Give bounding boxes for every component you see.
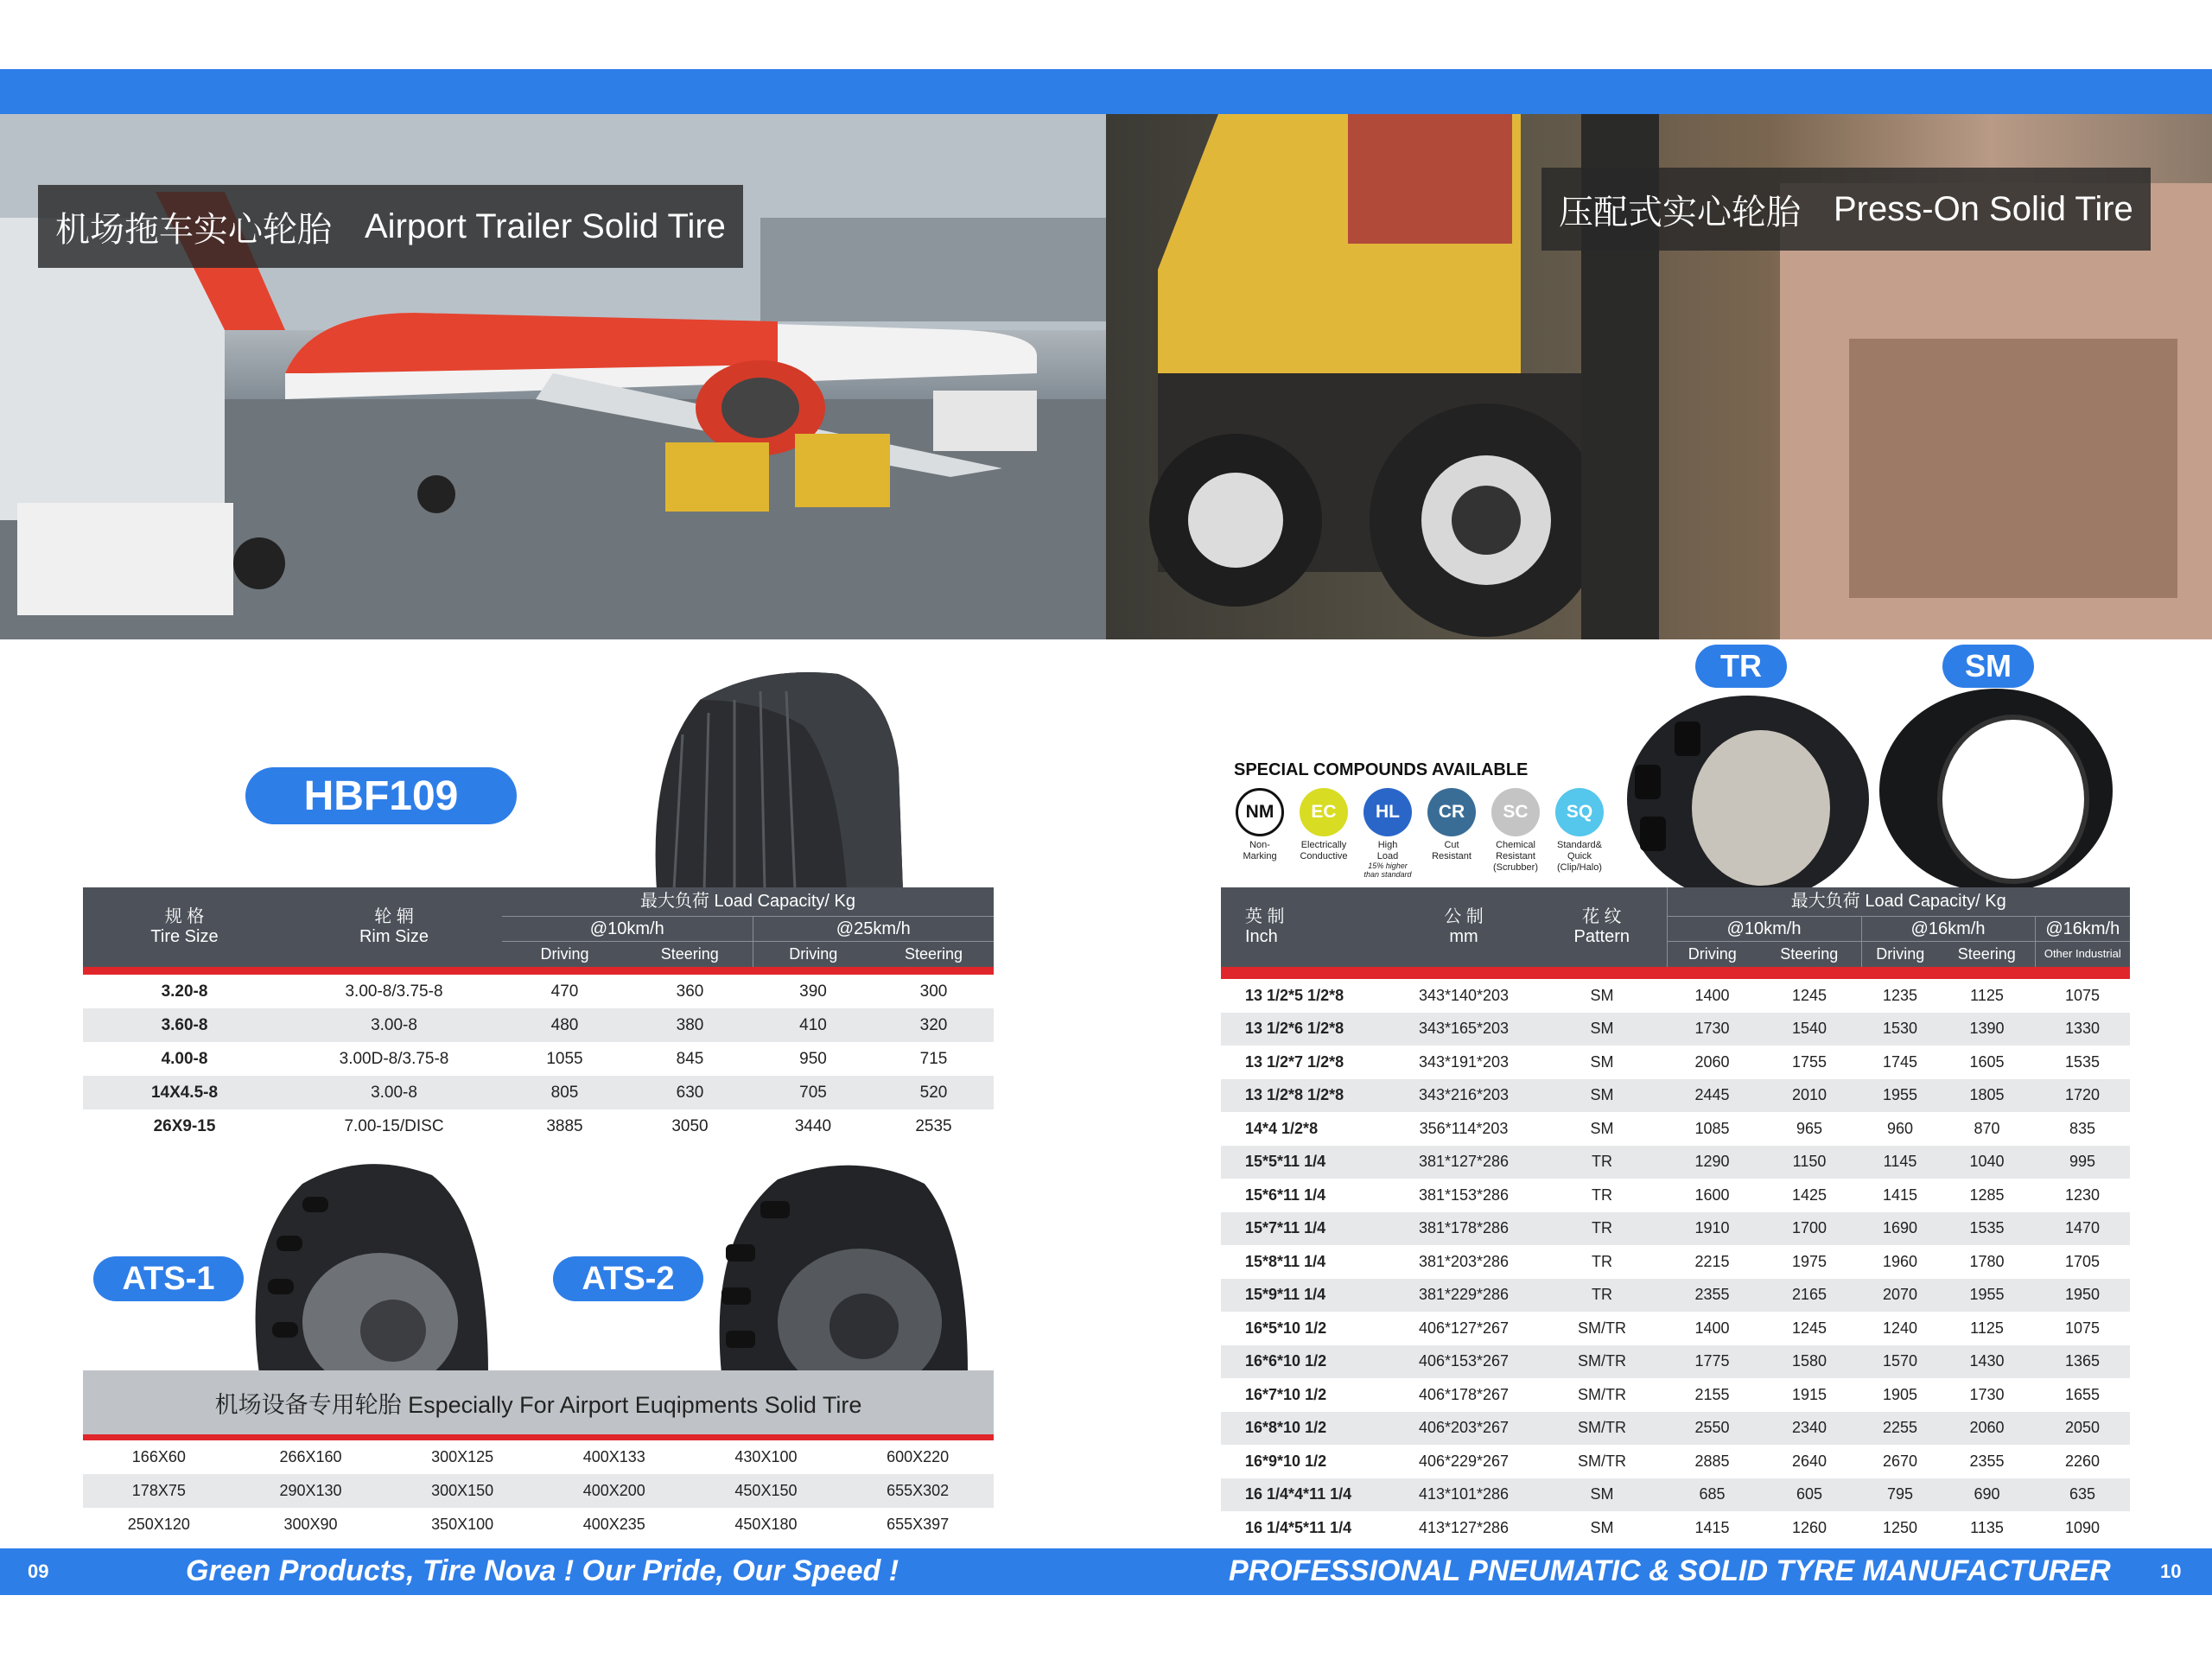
compound-badge: NM [1236, 788, 1284, 836]
table-cell: SM/TR [1537, 1345, 1667, 1379]
table-cell: SM [1590, 986, 1614, 1004]
table-cell: 3885 [546, 1116, 583, 1135]
table-cell: 381*178*286 [1390, 1212, 1537, 1246]
table-cell: 1230 [2065, 1185, 2101, 1204]
table-cell: 320 [874, 1008, 994, 1042]
table-cell: 1690 [1861, 1212, 1939, 1246]
table-cell: 1540 [1758, 1013, 1861, 1046]
airport-caption-en: Airport Trailer Solid Tire [365, 207, 726, 245]
table-row [1221, 1345, 2130, 1379]
table-cell: 380 [627, 1008, 753, 1042]
table-cell: 13 1/2*5 1/2*8 [1245, 986, 1344, 1004]
footer-band [0, 1548, 2212, 1595]
table-cell: 1075 [2065, 1319, 2101, 1337]
table-cell: 870 [1974, 1119, 2000, 1137]
table-cell: 406*178*267 [1418, 1385, 1510, 1403]
table-cell: 1580 [1758, 1345, 1861, 1379]
table-cell: SM [1537, 1013, 1667, 1046]
table-row [83, 1474, 994, 1508]
table-row [83, 1008, 994, 1042]
table-cell: 2340 [1758, 1412, 1861, 1446]
ats1-tire-image [242, 1158, 493, 1374]
compound-desc: Resistant [1432, 851, 1471, 862]
table-cell: 1290 [1667, 1146, 1758, 1179]
table-cell: 635 [2035, 1478, 2130, 1512]
table-cell: 3.00-8 [286, 1076, 502, 1109]
table-cell: 1775 [1667, 1345, 1758, 1379]
compound-ec [1298, 788, 1350, 862]
ats2-tire-image [709, 1158, 968, 1374]
table-cell: 655X397 [887, 1516, 950, 1533]
compound-desc: Resistant [1496, 851, 1535, 862]
table-cell: 1530 [1861, 1013, 1939, 1046]
table-cell: 2885 [1694, 1452, 1730, 1470]
table-cell: 2550 [1667, 1412, 1758, 1446]
table-row [83, 1109, 994, 1143]
table-cell: SM [1590, 1119, 1614, 1137]
table-cell: 300 [919, 982, 948, 1001]
table-cell: 2050 [2035, 1412, 2130, 1446]
table-cell: 1245 [1791, 1319, 1827, 1337]
col-driving: Driving [753, 942, 874, 967]
table-cell: 1905 [1882, 1385, 1918, 1403]
compound-badge: HL [1363, 788, 1412, 836]
table-cell: 1400 [1694, 1319, 1730, 1337]
page-number-left: 09 [28, 1560, 49, 1582]
table-cell: 16*9*10 1/2 [1245, 1452, 1327, 1470]
table-cell: 1600 [1694, 1185, 1730, 1204]
col-steering: Steering [1758, 942, 1861, 967]
table-row [1221, 1046, 2130, 1079]
table-cell: 2260 [2065, 1452, 2101, 1470]
col-steering: Steering [1939, 942, 2035, 967]
table-cell: 406*153*267 [1390, 1345, 1537, 1379]
table-cell: 1250 [1882, 1518, 1918, 1536]
table-cell: 15*9*11 1/4 [1221, 1279, 1390, 1313]
table-row [1221, 1378, 2130, 1412]
col-load-capacity: 最大负荷 Load Capacity/ Kg [1667, 887, 2130, 916]
table-cell: 2165 [1758, 1279, 1861, 1313]
sm-label: SM [1942, 645, 2034, 688]
table-cell: 290X130 [235, 1474, 387, 1508]
table-cell: 16 1/4*5*11 1/4 [1245, 1518, 1352, 1536]
slogan-left: Green Products, Tire Nova ! Our Pride, Our Speed ! [186, 1554, 899, 1587]
tr-tire-image [1623, 687, 1873, 894]
table-cell: 300X90 [283, 1516, 338, 1533]
table-row [83, 1440, 994, 1474]
hbf109-label: HBF109 [245, 767, 517, 824]
table-cell: 13 1/2*7 1/2*8 [1245, 1052, 1344, 1071]
table-cell: 343*165*203 [1390, 1013, 1537, 1046]
table-cell: 1125 [1970, 986, 2004, 1004]
table-cell: 795 [1861, 1478, 1939, 1512]
table-cell: 343*140*203 [1418, 986, 1510, 1004]
table-cell: 1260 [1791, 1518, 1827, 1536]
col-speed-10: @10km/h [1667, 916, 1861, 941]
table-cell: SM/TR [1578, 1452, 1626, 1470]
table-cell: 1755 [1791, 1052, 1827, 1071]
table-cell: 2070 [1861, 1279, 1939, 1313]
table-cell: 1425 [1791, 1185, 1827, 1204]
table-cell: 3.20-8 [161, 982, 208, 1001]
table-cell: 1245 [1791, 986, 1827, 1004]
hbf109-load-table [83, 887, 994, 1143]
table-cell: 1085 [1694, 1119, 1730, 1137]
table-cell: 480 [502, 1008, 627, 1042]
table-cell: 406*203*267 [1390, 1412, 1537, 1446]
table-cell: 685 [1667, 1478, 1758, 1512]
table-cell: 15*5*11 1/4 [1221, 1146, 1390, 1179]
table-cell: 1055 [546, 1049, 583, 1068]
equipment-title: 机场设备专用轮胎 Especially For Airport Euqipments Solid Tire [83, 1370, 994, 1434]
table-cell: 381*127*286 [1390, 1146, 1537, 1179]
compound-desc: Cut [1444, 840, 1459, 850]
equipment-size-table [83, 1434, 994, 1541]
table-cell: 1330 [2035, 1013, 2130, 1046]
col-inch: 英 制 Inch [1221, 887, 1390, 967]
table-cell: 266X160 [279, 1448, 342, 1465]
table-cell: 343*216*203 [1390, 1079, 1537, 1113]
table-cell: 390 [799, 982, 827, 1001]
table-cell: 300X150 [386, 1474, 538, 1508]
table-cell: 381*229*286 [1390, 1279, 1537, 1313]
table-cell: 705 [753, 1076, 874, 1109]
table-row [1221, 1013, 2130, 1046]
col-other-industrial: Other Industrial [2035, 942, 2130, 967]
table-cell: 1150 [1758, 1146, 1861, 1179]
table-cell: 2670 [1882, 1452, 1918, 1470]
table-cell: 2060 [1694, 1052, 1730, 1071]
table-cell: 16*8*10 1/2 [1221, 1412, 1390, 1446]
table-cell: 655X302 [842, 1474, 994, 1508]
compound-badge: SC [1491, 788, 1540, 836]
press-on-load-table [1221, 887, 2130, 1545]
compound-sq [1554, 788, 1605, 874]
table-cell: 1975 [1791, 1252, 1827, 1270]
table-cell: 1390 [1939, 1013, 2035, 1046]
table-cell: 400X133 [582, 1448, 645, 1465]
table-cell: 1960 [1882, 1252, 1918, 1270]
table-cell: 1145 [1861, 1146, 1939, 1179]
table-cell: 2215 [1694, 1252, 1730, 1270]
page-number-right: 10 [2160, 1560, 2182, 1582]
table-cell: 690 [1939, 1478, 2035, 1512]
table-cell: 356*114*203 [1419, 1119, 1509, 1137]
airport-photo [0, 114, 1106, 639]
table-cell: 1805 [1939, 1079, 2035, 1113]
compound-nm [1234, 788, 1286, 862]
table-cell: TR [1537, 1212, 1667, 1246]
table-row [83, 1076, 994, 1109]
table-cell: 1365 [2035, 1345, 2130, 1379]
table-cell: 3440 [794, 1116, 832, 1135]
table-cell: 4.00-8 [161, 1049, 208, 1068]
table-cell: 1235 [1882, 986, 1918, 1004]
table-cell: SM/TR [1578, 1385, 1626, 1403]
table-row [83, 975, 994, 1008]
table-cell: 1040 [1939, 1146, 2035, 1179]
table-cell: 406*229*267 [1418, 1452, 1510, 1470]
table-cell: 1240 [1882, 1319, 1918, 1337]
table-cell: 1955 [1939, 1279, 2035, 1313]
table-cell: 343*191*203 [1418, 1052, 1510, 1071]
col-steering: Steering [627, 942, 753, 967]
table-cell: 1075 [2065, 986, 2101, 1004]
table-cell: 26X9-15 [153, 1116, 216, 1135]
table-cell: 178X75 [83, 1474, 235, 1508]
table-cell: 2640 [1791, 1452, 1827, 1470]
table-row [83, 1508, 994, 1541]
table-cell: 381*153*286 [1418, 1185, 1510, 1204]
compound-desc: Marking [1243, 851, 1277, 862]
table-cell: 13 1/2*8 1/2*8 [1221, 1079, 1390, 1113]
table-cell: 3.00-8 [286, 1008, 502, 1042]
ats2-label: ATS-2 [553, 1256, 703, 1301]
table-cell: 2355 [1969, 1452, 2005, 1470]
ats1-label: ATS-1 [93, 1256, 244, 1301]
table-cell: 360 [676, 982, 704, 1001]
compound-badge: EC [1300, 788, 1348, 836]
table-cell: 1720 [2035, 1079, 2130, 1113]
sm-tire-image [1875, 683, 2117, 890]
table-cell: 520 [874, 1076, 994, 1109]
table-row [1221, 1412, 2130, 1446]
col-driving: Driving [502, 942, 627, 967]
table-cell: SM/TR [1578, 1319, 1626, 1337]
table-cell: 413*127*286 [1418, 1518, 1510, 1536]
compound-desc: Load [1376, 851, 1399, 862]
compound-hl [1362, 788, 1414, 880]
col-driving: Driving [1861, 942, 1939, 967]
forklift-caption-cn: 压配式实心轮胎 [1559, 193, 1801, 232]
compound-cr [1426, 788, 1478, 862]
top-band [0, 69, 2212, 114]
col-speed-10: @10km/h [502, 916, 753, 941]
table-cell: 2155 [1694, 1385, 1730, 1403]
table-cell: 14X4.5-8 [83, 1076, 286, 1109]
table-cell: 450X180 [734, 1516, 798, 1533]
table-cell: 1570 [1861, 1345, 1939, 1379]
compound-badge: SQ [1555, 788, 1604, 836]
compounds-title: SPECIAL COMPOUNDS AVAILABLE [1234, 760, 1529, 779]
col-load-capacity: 最大负荷 Load Capacity/ Kg [502, 887, 994, 916]
table-cell: 1090 [2065, 1518, 2101, 1536]
table-cell: 470 [550, 982, 579, 1001]
col-speed-16: @16km/h [1861, 916, 2035, 941]
table-row [1221, 1212, 2130, 1246]
table-cell: 16 1/4*4*11 1/4 [1221, 1478, 1390, 1512]
table-cell: SM [1590, 1518, 1614, 1536]
table-cell: 1605 [1969, 1052, 2005, 1071]
table-cell: 15*8*11 1/4 [1245, 1252, 1326, 1270]
table-cell: 2255 [1861, 1412, 1939, 1446]
table-cell: 1415 [1882, 1185, 1918, 1204]
table-cell: 1780 [1969, 1252, 2005, 1270]
table-cell: 1705 [2065, 1252, 2101, 1270]
table-cell: TR [1592, 1252, 1612, 1270]
table-cell: 14*4 1/2*8 [1245, 1119, 1319, 1137]
airport-caption [38, 185, 743, 268]
table-cell: 413*101*286 [1390, 1478, 1537, 1512]
tr-label: TR [1695, 645, 1787, 688]
table-cell: 600X220 [887, 1448, 950, 1465]
table-cell: 1730 [1969, 1385, 2005, 1403]
table-cell: 1535 [1939, 1212, 2035, 1246]
forklift-caption-en: Press-On Solid Tire [1834, 189, 2133, 228]
table-cell: TR [1537, 1146, 1667, 1179]
compound-desc: High [1377, 840, 1398, 850]
table-cell: 15*6*11 1/4 [1245, 1185, 1326, 1204]
forklift-caption [1541, 168, 2151, 251]
table-cell: SM [1590, 1052, 1614, 1071]
table-row [1221, 1445, 2130, 1478]
table-row [1221, 1112, 2130, 1146]
table-cell: 835 [2069, 1119, 2096, 1137]
table-cell: 166X60 [131, 1448, 186, 1465]
table-cell: 3.00D-8/3.75-8 [339, 1049, 449, 1068]
table-cell: 450X150 [690, 1474, 842, 1508]
table-cell: 1655 [2065, 1385, 2101, 1403]
table-cell: 16*7*10 1/2 [1245, 1385, 1327, 1403]
table-cell: 430X100 [734, 1448, 798, 1465]
table-cell: 15*7*11 1/4 [1221, 1212, 1390, 1246]
table-cell: 250X120 [127, 1516, 190, 1533]
table-cell: 2535 [915, 1116, 952, 1135]
table-cell: 1535 [2065, 1052, 2101, 1071]
compound-desc: (Clip/Halo) [1557, 862, 1602, 874]
table-cell: 400X235 [582, 1516, 645, 1533]
table-row [1221, 1279, 2130, 1313]
table-cell: 2060 [1939, 1412, 2035, 1446]
table-cell: 381*203*286 [1418, 1252, 1510, 1270]
table-cell: 3.00-8/3.75-8 [345, 982, 443, 1001]
table-cell: 350X100 [431, 1516, 494, 1533]
col-speed-16-other: @16km/h [2035, 916, 2130, 941]
compound-sc [1490, 788, 1541, 874]
forklift-photo [1106, 114, 2212, 639]
table-row [1221, 1312, 2130, 1345]
table-cell: 406*127*267 [1418, 1319, 1510, 1337]
table-cell: 16*6*10 1/2 [1221, 1345, 1390, 1379]
table-cell: 1125 [1970, 1319, 2004, 1337]
table-cell: 410 [753, 1008, 874, 1042]
table-cell: 1430 [1939, 1345, 2035, 1379]
table-cell: 1730 [1667, 1013, 1758, 1046]
compound-desc: Chemical [1496, 840, 1535, 850]
table-cell: 2010 [1758, 1079, 1861, 1113]
table-cell: 1910 [1667, 1212, 1758, 1246]
table-cell: 2355 [1667, 1279, 1758, 1313]
airport-caption-cn: 机场拖车实心轮胎 [55, 210, 332, 249]
compound-desc: (Scrubber) [1493, 862, 1538, 874]
table-cell: 1950 [2035, 1279, 2130, 1313]
table-cell: 7.00-15/DISC [344, 1116, 444, 1135]
col-tire-size: 规 格 Tire Size [83, 887, 286, 967]
table-cell: 1285 [1969, 1185, 2005, 1204]
table-cell: 3050 [671, 1116, 709, 1135]
col-rim-size: 轮 辋 Rim Size [286, 887, 502, 967]
compound-badge: CR [1427, 788, 1476, 836]
table-cell: 1955 [1861, 1079, 1939, 1113]
table-cell: 13 1/2*6 1/2*8 [1221, 1013, 1390, 1046]
compound-desc: Non- [1249, 840, 1270, 850]
table-cell: 965 [1796, 1119, 1823, 1137]
table-cell: 995 [2035, 1146, 2130, 1179]
table-row [1221, 979, 2130, 1013]
table-cell: 1745 [1882, 1052, 1918, 1071]
hbf109-tire-image [631, 665, 916, 890]
table-cell: 2445 [1667, 1079, 1758, 1113]
col-mm: 公 制 mm [1390, 887, 1537, 967]
table-cell: 950 [799, 1049, 827, 1068]
table-cell: 805 [502, 1076, 627, 1109]
table-cell: 845 [676, 1049, 704, 1068]
table-cell: 300X125 [431, 1448, 494, 1465]
table-cell: 1415 [1694, 1518, 1730, 1536]
table-cell: TR [1592, 1185, 1612, 1204]
table-cell: 3.60-8 [83, 1008, 286, 1042]
table-cell: 1135 [1970, 1518, 2004, 1536]
table-row [83, 1042, 994, 1076]
table-row [1221, 1511, 2130, 1545]
table-cell: 960 [1886, 1119, 1914, 1137]
table-cell: 16*5*10 1/2 [1245, 1319, 1327, 1337]
table-cell: 1470 [2035, 1212, 2130, 1246]
table-cell: SM/TR [1537, 1412, 1667, 1446]
slogan-right: PROFESSIONAL PNEUMATIC & SOLID TYRE MANUFACTURER [1229, 1554, 2111, 1587]
compound-desc: Electrically [1300, 840, 1347, 850]
table-cell: TR [1537, 1279, 1667, 1313]
col-speed-25: @25km/h [753, 916, 994, 941]
table-row [1221, 1179, 2130, 1212]
table-cell: SM [1537, 1079, 1667, 1113]
table-cell: 1400 [1694, 986, 1730, 1004]
table-cell: 1915 [1791, 1385, 1827, 1403]
table-cell: 605 [1758, 1478, 1861, 1512]
compound-desc: Conductive [1300, 851, 1348, 862]
col-pattern: 花 纹 Pattern [1537, 887, 1667, 967]
table-row [1221, 1478, 2130, 1512]
table-row [1221, 1146, 2130, 1179]
table-cell: 1700 [1758, 1212, 1861, 1246]
table-cell: 715 [919, 1049, 948, 1068]
col-steering: Steering [874, 942, 994, 967]
table-row [1221, 1245, 2130, 1279]
table-cell: 630 [627, 1076, 753, 1109]
table-row [1221, 1079, 2130, 1113]
table-cell: 400X200 [538, 1474, 690, 1508]
compound-desc: Standard& [1557, 840, 1602, 850]
col-driving: Driving [1667, 942, 1758, 967]
compound-desc: Quick [1567, 851, 1592, 862]
table-cell: SM [1537, 1478, 1667, 1512]
compound-note: 15% higher than standard [1363, 861, 1412, 880]
